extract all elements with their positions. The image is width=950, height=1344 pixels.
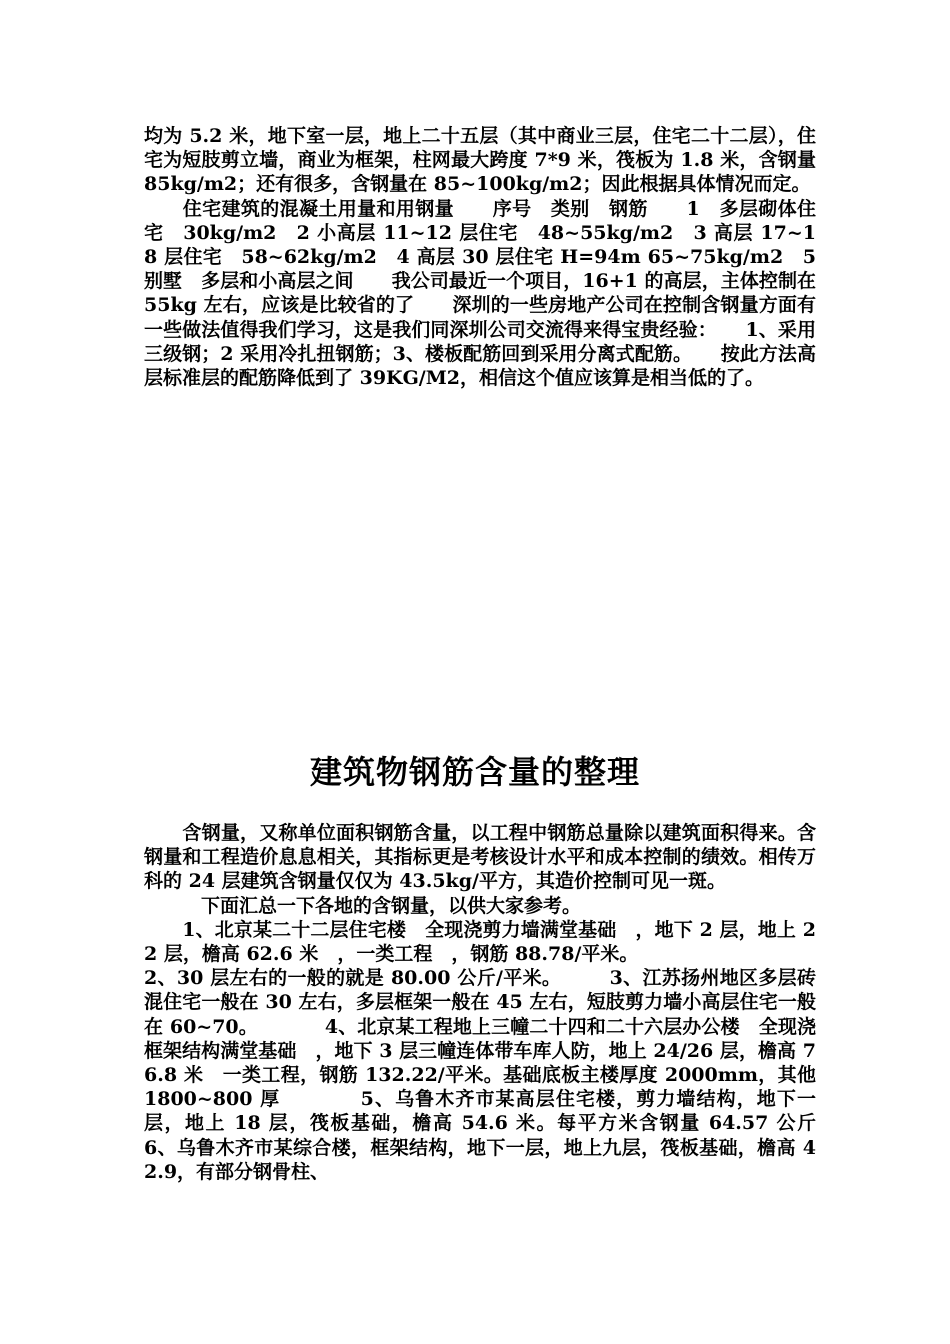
paragraph-beijing-example: 1、北京某二十二层住宅楼 全现浇剪力墙满堂基础 ，地下 2 层，地上 22 层，檐高 62.6 米 ，一类工程 ，钢筋 88.78/平米。 [144, 918, 816, 966]
paragraph-regional-examples: 2、30 层左右的一般的就是 80.00 公斤/平米。 3、江苏扬州地区多层砖混住宅一般在 30 左右，多层框架一般在 45 左右，短肢剪力墙小高层住宅一般在 60~70。 4、北京某工程地上三幢二十四和二十六层办公楼 全现浇框架结构满堂基础 ，地下 3 层三幢连体带车库人防，地上 24/26 层，檐高 76.8 米 一类工程，钢筋 132.22/平米。基础底板主楼厚度 2000mm，其他 1800~800 厚 5、乌鲁木齐市某高层住宅楼，剪力墙结构，地下一层，地上 18 层，筏板基础，檐高 54.6 米。每平方米含钢量 64.57 公斤 6、乌鲁木齐市某综合楼，框架结构，地下一层，地上九层，筏板基础，檐高 42.9，有部分钢骨柱、 [144, 967, 874, 1183]
paragraph-summary-intro: 下面汇总一下各地的含钢量，以供大家参考。 [144, 894, 582, 917]
document-title: 建筑物钢筋含量的整理 [309, 753, 640, 791]
paragraph-steel-usage-table: 住宅建筑的混凝土用量和用钢量 序号 类别 钢筋 1 多层砌体住宅 30kg/m2 2 小高层 11~12 层住宅 48~55kg/m2 3 高层 17~18 层住宅 58~62kg/m2 4 高层 30 层住宅 H=94m 65~75kg/m2 5 别墅 多层和小高层之间 我公司最近一个项目，16+1 的高层，主体控制在 55kg 左右，应该是比较省的了 深圳的一些房地产公司在控制含钢量方面有一些做法值得我们学习，这是我们同深圳公司交流得来得宝贵经验： 1、采用三级钢；2 采用冷扎扭钢筋；3、楼板配筋回到采用分离式配筋。 按此方法高层标准层的配筋降低到了 39KG/M2，相信这个值应该算是相当低的了。 [144, 197, 816, 390]
top-text-block [144, 124, 816, 390]
bottom-text-block [144, 821, 874, 1184]
paragraph-definition: 含钢量，又称单位面积钢筋含量，以工程中钢筋总量除以建筑面积得来。含钢量和工程造价息息相关，其指标更是考核设计水平和成本控制的绩效。相传万科的 24 层建筑含钢量仅仅为 43.5kg/平方，其造价控制可见一斑。 [144, 822, 816, 893]
paragraph-building-data: 均为 5.2 米，地下室一层，地上二十五层（其中商业三层，住宅二十二层），住宅为短肢剪立墙，商业为框架，柱网最大跨度 7*9 米，筏板为 1.8 米，含钢量 85kg/m2；还有很多，含钢量在 85~100kg/m2；因此根据具体情况而定。 [144, 125, 816, 196]
